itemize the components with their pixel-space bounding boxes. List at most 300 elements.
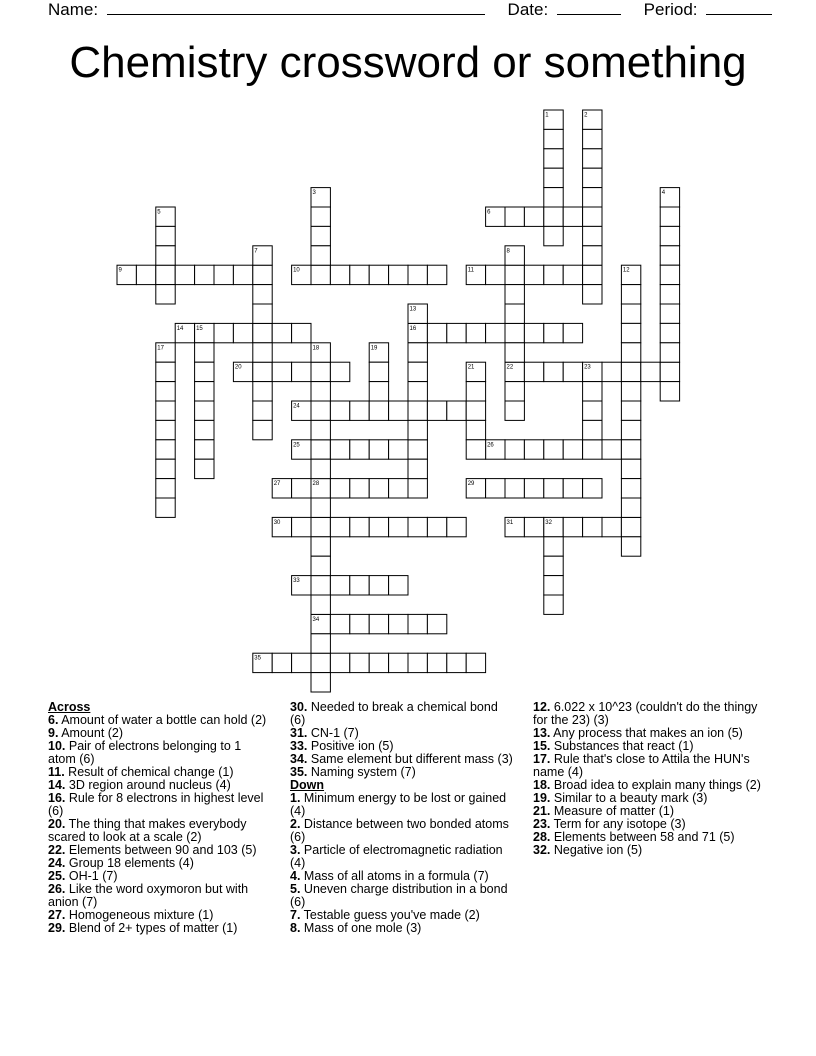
grid-cell[interactable] xyxy=(544,362,563,381)
cell-number: 2 xyxy=(584,112,588,119)
grid-cell[interactable] xyxy=(330,440,349,459)
page-title: Chemistry crossword or something xyxy=(69,38,747,87)
clue-number: 22. xyxy=(48,843,66,857)
grid-cell[interactable] xyxy=(311,537,330,556)
grid-cell[interactable] xyxy=(389,479,408,498)
grid-cell[interactable] xyxy=(466,401,485,420)
cell-number: 35 xyxy=(254,655,261,662)
down-clue xyxy=(290,883,515,909)
grid-cell[interactable] xyxy=(660,285,679,304)
clue-text: 6.022 x 10^23 (couldn't do the thingy for the 23) (3) xyxy=(533,700,758,727)
grid-cell[interactable] xyxy=(466,382,485,401)
clue-number: 15. xyxy=(533,739,551,753)
grid-cell[interactable] xyxy=(544,168,563,187)
grid-cell[interactable] xyxy=(369,576,388,595)
grid-cell[interactable] xyxy=(447,517,466,536)
grid-cell[interactable] xyxy=(408,479,427,498)
grid-cell[interactable] xyxy=(524,323,543,342)
grid-cell[interactable] xyxy=(311,673,330,692)
grid-cell[interactable] xyxy=(621,537,640,556)
grid-cell[interactable] xyxy=(563,323,582,342)
grid-cell[interactable] xyxy=(311,401,330,420)
cell-number: 32 xyxy=(545,519,552,526)
clue-number: 29. xyxy=(48,921,66,935)
grid-cell[interactable] xyxy=(350,440,369,459)
grid-cell[interactable] xyxy=(408,517,427,536)
grid-cell[interactable] xyxy=(583,207,602,226)
grid-cell[interactable] xyxy=(369,401,388,420)
grid-cell[interactable] xyxy=(369,653,388,672)
grid-cell[interactable] xyxy=(466,323,485,342)
grid-cell[interactable] xyxy=(330,265,349,284)
cell-number: 16 xyxy=(409,325,417,332)
clue-text: Distance between two bonded atoms (6) xyxy=(290,817,509,844)
grid-cell[interactable] xyxy=(583,265,602,284)
grid-cell[interactable] xyxy=(253,285,272,304)
grid-cell[interactable] xyxy=(195,382,214,401)
grid-cell[interactable] xyxy=(311,362,330,381)
clue-text: Same element but different mass (3) xyxy=(307,752,513,766)
clue-number: 18. xyxy=(533,778,551,792)
period-label: Period: xyxy=(643,0,698,19)
clue-number: 19. xyxy=(533,791,551,805)
grid-cell[interactable] xyxy=(660,265,679,284)
grid-cell[interactable] xyxy=(389,265,408,284)
grid-cell[interactable] xyxy=(583,479,602,498)
date-label: Date: xyxy=(507,0,549,19)
grid-cell[interactable] xyxy=(253,382,272,401)
grid-cell[interactable] xyxy=(156,246,175,265)
cell-number: 23 xyxy=(584,364,591,371)
grid-cell[interactable] xyxy=(292,323,311,342)
grid-cell[interactable] xyxy=(524,479,543,498)
grid-cell[interactable] xyxy=(350,265,369,284)
grid-cell[interactable] xyxy=(156,362,175,381)
grid-cell[interactable] xyxy=(311,382,330,401)
clue-number: 13. xyxy=(533,726,551,740)
grid-cell[interactable] xyxy=(195,420,214,439)
grid-cell[interactable] xyxy=(350,653,369,672)
grid-cell[interactable] xyxy=(447,653,466,672)
grid-cell[interactable] xyxy=(408,265,427,284)
clue-number: 17. xyxy=(533,752,551,766)
grid-cell[interactable] xyxy=(408,420,427,439)
grid-cell[interactable] xyxy=(156,285,175,304)
grid-cell[interactable] xyxy=(311,634,330,653)
grid-cell[interactable] xyxy=(195,440,214,459)
grid-cell[interactable] xyxy=(292,479,311,498)
clue-text: Minimum energy to be lost or gained (4) xyxy=(290,791,507,818)
across-clue xyxy=(290,701,515,727)
grid-cell[interactable] xyxy=(660,207,679,226)
across-heading: Across xyxy=(48,700,91,714)
down-clue xyxy=(533,701,763,727)
grid-cell[interactable] xyxy=(660,362,679,381)
grid-cell[interactable] xyxy=(660,382,679,401)
grid-cell[interactable] xyxy=(563,517,582,536)
clue-text: Rule for 8 electrons in highest level (6) xyxy=(48,791,264,818)
cell-number: 3 xyxy=(312,190,316,197)
clue-number: 4. xyxy=(290,869,301,883)
grid-cell[interactable] xyxy=(524,362,543,381)
grid-cell[interactable] xyxy=(369,479,388,498)
down-clue xyxy=(290,792,515,818)
cell-number: 15 xyxy=(196,325,203,332)
clue-number: 26. xyxy=(48,882,66,896)
clue-number: 21. xyxy=(533,804,551,818)
grid-cell[interactable] xyxy=(253,362,272,381)
grid-cell[interactable] xyxy=(311,653,330,672)
grid-cell[interactable] xyxy=(156,226,175,245)
grid-cell[interactable] xyxy=(602,362,621,381)
grid-cell[interactable] xyxy=(156,479,175,498)
grid-cell[interactable] xyxy=(621,420,640,439)
grid-cell[interactable] xyxy=(156,382,175,401)
grid-cell[interactable] xyxy=(427,401,446,420)
clue-text: Any process that makes an ion (5) xyxy=(550,726,743,740)
down-clue xyxy=(290,922,515,935)
clue-number: 24. xyxy=(48,856,66,870)
grid-cell[interactable] xyxy=(389,614,408,633)
grid-cell[interactable] xyxy=(408,362,427,381)
grid-cell[interactable] xyxy=(408,343,427,362)
grid-cell[interactable] xyxy=(447,401,466,420)
grid-cell[interactable] xyxy=(544,537,563,556)
grid-cell[interactable] xyxy=(583,149,602,168)
grid-cell[interactable] xyxy=(369,614,388,633)
grid-cell[interactable] xyxy=(544,595,563,614)
clue-text: Needed to break a chemical bond (6) xyxy=(290,700,498,727)
grid-cell[interactable] xyxy=(292,362,311,381)
grid-cell[interactable] xyxy=(253,401,272,420)
grid-cell[interactable] xyxy=(544,479,563,498)
grid-cell[interactable] xyxy=(389,653,408,672)
grid-cell[interactable] xyxy=(621,285,640,304)
grid-cell[interactable] xyxy=(408,614,427,633)
grid-cell[interactable] xyxy=(311,207,330,226)
clue-number: 12. xyxy=(533,700,551,714)
clue-number: 1. xyxy=(290,791,301,805)
grid-cell[interactable] xyxy=(583,168,602,187)
clue-number: 35. xyxy=(290,765,308,779)
grid-cell[interactable] xyxy=(583,382,602,401)
down-clue xyxy=(533,844,763,857)
grid-cell[interactable] xyxy=(389,401,408,420)
grid-cell[interactable] xyxy=(621,323,640,342)
grid-cell[interactable] xyxy=(272,323,291,342)
grid-cell[interactable] xyxy=(544,323,563,342)
clue-text: Substances that react (1) xyxy=(550,739,694,753)
clue-text: Pair of electrons belonging to 1 atom (6) xyxy=(48,739,242,766)
grid-cell[interactable] xyxy=(621,304,640,323)
cell-number: 24 xyxy=(293,403,300,410)
clue-number: 33. xyxy=(290,739,308,753)
clue-text: Naming system (7) xyxy=(307,765,416,779)
grid-cell[interactable] xyxy=(660,246,679,265)
grid-cell[interactable] xyxy=(408,401,427,420)
cell-number: 29 xyxy=(467,481,475,488)
grid-cell[interactable] xyxy=(156,420,175,439)
grid-cell[interactable] xyxy=(621,440,640,459)
grid-cell[interactable] xyxy=(621,498,640,517)
cell-number: 26 xyxy=(487,442,494,449)
grid-cell[interactable] xyxy=(602,440,621,459)
grid-cell[interactable] xyxy=(505,285,524,304)
grid-cell[interactable] xyxy=(660,226,679,245)
grid-cell[interactable] xyxy=(253,323,272,342)
grid-cell[interactable] xyxy=(660,304,679,323)
grid-cell[interactable] xyxy=(369,517,388,536)
grid-cell[interactable] xyxy=(621,517,640,536)
grid-cell[interactable] xyxy=(311,440,330,459)
cell-number: 34 xyxy=(312,616,320,623)
grid-cell[interactable] xyxy=(408,382,427,401)
grid-cell[interactable] xyxy=(233,323,252,342)
down-heading: Down xyxy=(290,778,325,792)
grid-cell[interactable] xyxy=(544,265,563,284)
grid-cell[interactable] xyxy=(544,576,563,595)
grid-cell[interactable] xyxy=(330,401,349,420)
clue-text: Group 18 elements (4) xyxy=(65,856,194,870)
grid-cell[interactable] xyxy=(660,343,679,362)
grid-cell[interactable] xyxy=(505,304,524,323)
grid-cell[interactable] xyxy=(350,401,369,420)
grid-cell[interactable] xyxy=(583,188,602,207)
cell-number: 19 xyxy=(370,345,378,352)
grid-cell[interactable] xyxy=(621,479,640,498)
grid-cell[interactable] xyxy=(563,207,582,226)
grid-cell[interactable] xyxy=(505,382,524,401)
grid-cell[interactable] xyxy=(427,265,446,284)
grid-cell[interactable] xyxy=(544,556,563,575)
grid-cell[interactable] xyxy=(156,498,175,517)
grid-cell[interactable] xyxy=(408,459,427,478)
grid-cell[interactable] xyxy=(583,401,602,420)
grid-cell[interactable] xyxy=(272,362,291,381)
grid-cell[interactable] xyxy=(621,362,640,381)
grid-cell[interactable] xyxy=(505,440,524,459)
grid-cell[interactable] xyxy=(486,323,505,342)
clue-number: 14. xyxy=(48,778,66,792)
grid-cell[interactable] xyxy=(311,420,330,439)
grid-cell[interactable] xyxy=(389,576,408,595)
grid-cell[interactable] xyxy=(292,653,311,672)
clue-text: Testable guess you've made (2) xyxy=(300,908,480,922)
grid-cell[interactable] xyxy=(195,459,214,478)
grid-cell[interactable] xyxy=(156,459,175,478)
grid-cell[interactable] xyxy=(156,440,175,459)
cell-number: 17 xyxy=(157,345,164,352)
grid-cell[interactable] xyxy=(253,420,272,439)
grid-cell[interactable] xyxy=(311,498,330,517)
clue-text: Amount (2) xyxy=(58,726,124,740)
grid-cell[interactable] xyxy=(505,207,524,226)
clue-text: Particle of electromagnetic radiation (4) xyxy=(290,843,503,870)
grid-cell[interactable] xyxy=(621,343,640,362)
grid-cell[interactable] xyxy=(544,440,563,459)
grid-cell[interactable] xyxy=(544,149,563,168)
grid-cell[interactable] xyxy=(544,188,563,207)
grid-cell[interactable] xyxy=(350,517,369,536)
grid-cell[interactable] xyxy=(563,265,582,284)
grid-cell[interactable] xyxy=(253,265,272,284)
clues-column-1 xyxy=(48,701,268,935)
clues-column-2 xyxy=(290,701,515,935)
grid-cell[interactable] xyxy=(621,382,640,401)
clue-text: Homogeneous mixture (1) xyxy=(65,908,214,922)
cell-number: 20 xyxy=(234,364,242,371)
grid-cell[interactable] xyxy=(272,653,291,672)
grid-cell[interactable] xyxy=(524,440,543,459)
grid-cell[interactable] xyxy=(524,517,543,536)
grid-cell[interactable] xyxy=(350,479,369,498)
grid-cell[interactable] xyxy=(505,343,524,362)
grid-cell[interactable] xyxy=(544,226,563,245)
cell-number: 14 xyxy=(176,325,184,332)
grid-cell[interactable] xyxy=(330,576,349,595)
grid-cell[interactable] xyxy=(447,323,466,342)
clue-number: 5. xyxy=(290,882,301,896)
clue-number: 34. xyxy=(290,752,308,766)
across-clue xyxy=(48,818,268,844)
grid-cell[interactable] xyxy=(660,323,679,342)
grid-cell[interactable] xyxy=(583,285,602,304)
clue-text: Measure of matter (1) xyxy=(550,804,675,818)
grid-cell[interactable] xyxy=(621,401,640,420)
cell-number: 33 xyxy=(293,578,300,585)
grid-cell[interactable] xyxy=(505,265,524,284)
cell-number: 4 xyxy=(661,190,666,197)
grid-cell[interactable] xyxy=(389,517,408,536)
grid-cell[interactable] xyxy=(505,323,524,342)
cell-number: 25 xyxy=(293,442,300,449)
grid-cell[interactable] xyxy=(427,653,446,672)
grid-cell[interactable] xyxy=(195,265,214,284)
grid-cell[interactable] xyxy=(330,653,349,672)
grid-cell[interactable] xyxy=(369,362,388,381)
grid-cell[interactable] xyxy=(563,362,582,381)
clue-number: 20. xyxy=(48,817,66,831)
clue-number: 27. xyxy=(48,908,66,922)
clue-text: 3D region around nucleus (4) xyxy=(65,778,231,792)
grid-cell[interactable] xyxy=(156,265,175,284)
grid-cell[interactable] xyxy=(311,576,330,595)
grid-cell[interactable] xyxy=(466,440,485,459)
clue-text: Blend of 2+ types of matter (1) xyxy=(65,921,238,935)
grid-cell[interactable] xyxy=(350,614,369,633)
grid-cell[interactable] xyxy=(195,362,214,381)
grid-cell[interactable] xyxy=(641,362,660,381)
grid-cell[interactable] xyxy=(311,246,330,265)
cell-number: 22 xyxy=(506,364,514,371)
down-clue xyxy=(290,818,515,844)
grid-cell[interactable] xyxy=(311,595,330,614)
grid-cell[interactable] xyxy=(621,459,640,478)
grid-cell[interactable] xyxy=(563,440,582,459)
grid-cell[interactable] xyxy=(583,226,602,245)
grid-cell[interactable] xyxy=(466,653,485,672)
across-clue xyxy=(48,922,268,935)
grid-cell[interactable] xyxy=(427,323,446,342)
grid-cell[interactable] xyxy=(330,362,349,381)
name-label: Name: xyxy=(48,0,99,19)
grid-cell[interactable] xyxy=(544,207,563,226)
grid-cell[interactable] xyxy=(311,517,330,536)
grid-cell[interactable] xyxy=(156,401,175,420)
grid-cell[interactable] xyxy=(583,420,602,439)
clue-text: Mass of all atoms in a formula (7) xyxy=(300,869,489,883)
grid-cell[interactable] xyxy=(136,265,155,284)
clue-number: 6. xyxy=(48,713,59,727)
grid-cell[interactable] xyxy=(466,420,485,439)
grid-cell[interactable] xyxy=(369,382,388,401)
clue-number: 2. xyxy=(290,817,301,831)
grid-cell[interactable] xyxy=(583,129,602,148)
grid-cell[interactable] xyxy=(524,265,543,284)
grid-cell[interactable] xyxy=(583,517,602,536)
grid-cell[interactable] xyxy=(369,440,388,459)
grid-cell[interactable] xyxy=(427,517,446,536)
grid-cell[interactable] xyxy=(175,265,194,284)
grid-cell[interactable] xyxy=(602,517,621,536)
grid-cell[interactable] xyxy=(214,265,233,284)
grid-cell[interactable] xyxy=(505,479,524,498)
grid-cell[interactable] xyxy=(583,246,602,265)
grid-cell[interactable] xyxy=(311,459,330,478)
grid-cell[interactable] xyxy=(330,517,349,536)
grid-cell[interactable] xyxy=(486,479,505,498)
cell-number: 21 xyxy=(467,364,475,371)
grid-cell[interactable] xyxy=(369,265,388,284)
grid-cell[interactable] xyxy=(389,440,408,459)
grid-cell[interactable] xyxy=(330,614,349,633)
cell-number: 27 xyxy=(273,481,281,488)
grid-cell[interactable] xyxy=(253,343,272,362)
clue-text: Rule that's close to Attila the HUN's name (4) xyxy=(533,752,750,779)
grid-cell[interactable] xyxy=(350,576,369,595)
clue-text: Elements between 90 and 103 (5) xyxy=(65,843,257,857)
grid-cell[interactable] xyxy=(253,304,272,323)
cell-number: 11 xyxy=(467,267,474,274)
grid-cell[interactable] xyxy=(292,517,311,536)
grid-cell[interactable] xyxy=(233,265,252,284)
grid-cell[interactable] xyxy=(583,440,602,459)
grid-cell[interactable] xyxy=(544,129,563,148)
grid-cell[interactable] xyxy=(214,323,233,342)
clue-number: 8. xyxy=(290,921,301,935)
grid-cell[interactable] xyxy=(195,343,214,362)
clue-text: CN-1 (7) xyxy=(307,726,359,740)
grid-cell[interactable] xyxy=(408,440,427,459)
cell-number: 7 xyxy=(254,248,258,255)
grid-cell[interactable] xyxy=(408,653,427,672)
grid-cell[interactable] xyxy=(563,479,582,498)
grid-cell[interactable] xyxy=(195,401,214,420)
clue-number: 16. xyxy=(48,791,66,805)
grid-cell[interactable] xyxy=(486,265,505,284)
clue-number: 23. xyxy=(533,817,551,831)
clue-number: 10. xyxy=(48,739,66,753)
grid-cell[interactable] xyxy=(524,207,543,226)
clue-number: 28. xyxy=(533,830,551,844)
clue-text: Term for any isotope (3) xyxy=(550,817,686,831)
grid-cell[interactable] xyxy=(505,401,524,420)
grid-cell[interactable] xyxy=(427,614,446,633)
grid-cell[interactable] xyxy=(311,265,330,284)
grid-cell[interactable] xyxy=(311,226,330,245)
grid-cell[interactable] xyxy=(330,479,349,498)
grid-cell[interactable] xyxy=(311,556,330,575)
